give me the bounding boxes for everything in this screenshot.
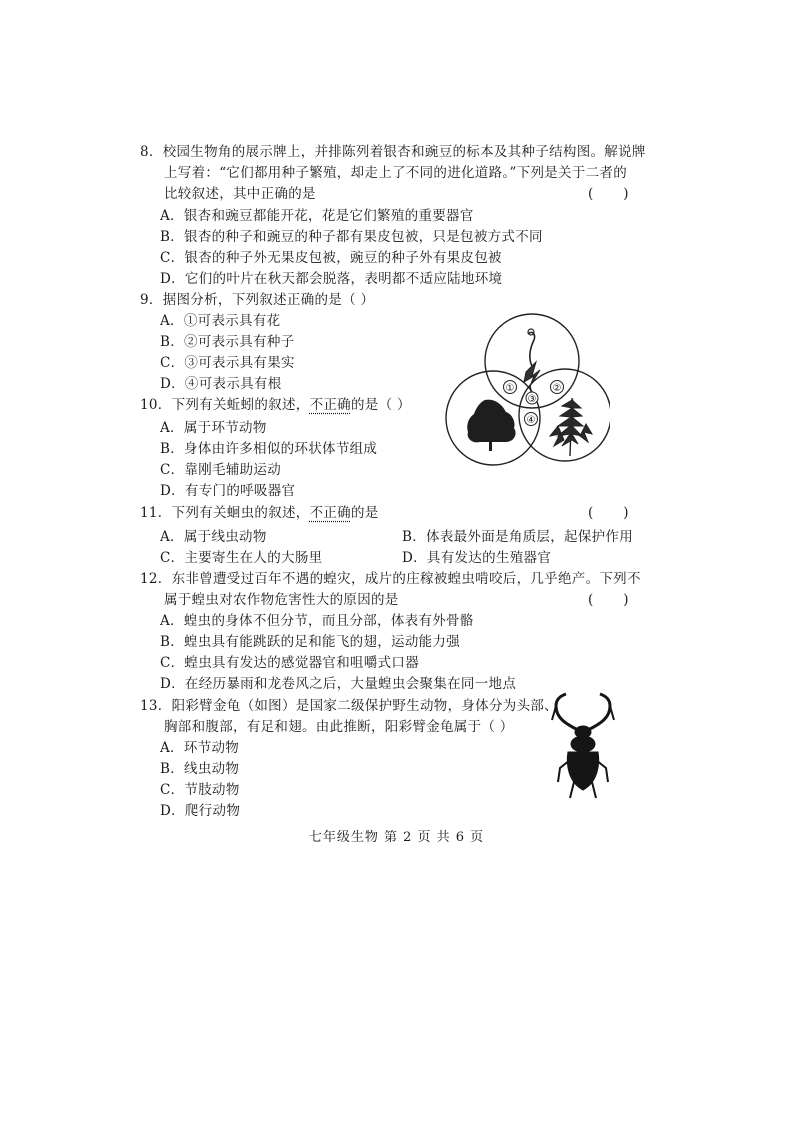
q8-stem-line1: 8．校园生物角的展示牌上，并排陈列着银杏和豌豆的标本及其种子结构图。解说牌 bbox=[140, 144, 646, 160]
q12-option-b: B．蝗虫具有能跳跃的足和能飞的翅，运动能力强 bbox=[160, 634, 461, 650]
q12-answer-paren: ( ) bbox=[588, 592, 629, 608]
q9-option-d: D．④可表示具有根 bbox=[160, 376, 282, 392]
q13-option-a: A．环节动物 bbox=[160, 740, 240, 756]
q12-option-c: C．蝗虫具有发达的感觉器官和咀嚼式口器 bbox=[160, 655, 420, 671]
q13-option-c: C．节肢动物 bbox=[160, 782, 240, 798]
q9-option-a: A．①可表示具有花 bbox=[160, 313, 281, 329]
q10-option-b: B．身体由许多相似的环状体节组成 bbox=[160, 441, 378, 457]
venn-label-3 bbox=[526, 392, 538, 405]
q13-stem-line2: 胸部和腹部，有足和翅。由此推断，阳彩臂金龟属于（ ） bbox=[164, 719, 514, 735]
q9-option-b: B．②可表示具有种子 bbox=[160, 334, 295, 350]
q11-stem-post: 的是 bbox=[350, 505, 379, 521]
q8-stem-line3: 比较叙述，其中正确的是 bbox=[164, 186, 316, 202]
q8-option-c: C．银杏的种子外无果皮包被，豌豆的种子外有果皮包被 bbox=[160, 250, 502, 266]
svg-text:④: ④ bbox=[526, 415, 536, 426]
q11-option-c: C．主要寄生在人的大肠里 bbox=[160, 550, 323, 566]
q10-option-d: D．有专门的呼吸器官 bbox=[160, 483, 296, 499]
venn-label-4 bbox=[525, 413, 538, 427]
svg-text:①: ① bbox=[505, 383, 515, 394]
page-footer: 七年级生物 第 2 页 共 6 页 bbox=[308, 830, 485, 845]
q10-stem-pre: 10．下列有关蚯蚓的叙述， bbox=[140, 397, 310, 413]
tree-icon bbox=[467, 400, 515, 451]
q12-stem-line2: 属于蝗虫对农作物危害性大的原因的是 bbox=[164, 592, 399, 608]
q10-stem-post: 的是（ ） bbox=[350, 397, 411, 413]
q11-option-d: D．具有发达的生殖器官 bbox=[402, 550, 552, 566]
q13-option-d: D．爬行动物 bbox=[160, 803, 241, 819]
q8-option-d: D．它们的叶片在秋天都会脱落，表明都不适应陆地环境 bbox=[160, 271, 503, 287]
svg-text:②: ② bbox=[552, 383, 562, 394]
q12-option-d: D．在经历暴雨和龙卷风之后，大量蝗虫会聚集在同一地点 bbox=[160, 676, 517, 692]
q13-stem-line1: 13．阳彩臂金龟（如图）是国家二级保护野生动物，身体分为头部、 bbox=[140, 698, 558, 714]
q11-stem bbox=[140, 504, 379, 522]
q12-option-a: A．蝗虫的身体不但分节，而且分部，体表有外骨骼 bbox=[160, 613, 474, 629]
fern-icon bbox=[550, 398, 592, 456]
q10-option-c: C．靠刚毛辅助运动 bbox=[160, 462, 282, 478]
beetle-image bbox=[548, 690, 618, 805]
q8-stem-line2: 上写着：“它们都用种子繁殖，却走上了不同的进化道路。”下列是关于二者的 bbox=[164, 165, 628, 181]
q8-option-b: B．银杏的种子和豌豆的种子都有果皮包被，只是包被方式不同 bbox=[160, 229, 543, 245]
venn-label-1 bbox=[504, 381, 517, 395]
q9-stem: 9．据图分析，下列叙述正确的是（ ） bbox=[140, 292, 375, 308]
q10-option-a: A．属于环节动物 bbox=[160, 420, 267, 436]
q13-option-b: B．线虫动物 bbox=[160, 761, 240, 777]
venn-label-2 bbox=[551, 381, 564, 395]
q12-stem-line1: 12．东非曾遭受过百年不遇的蝗灾，成片的庄稼被蝗虫啃咬后，几乎绝产。下列不 bbox=[140, 571, 641, 587]
q10-stem bbox=[140, 396, 411, 414]
q11-option-a: A．属于线虫动物 bbox=[160, 529, 267, 545]
q11-answer-paren: ( ) bbox=[588, 505, 629, 521]
q10-stem-emph: 不正确 bbox=[309, 397, 351, 413]
venn-diagram bbox=[440, 306, 610, 468]
q8-answer-paren: ( ) bbox=[588, 186, 629, 202]
q9-option-c: C．③可表示具有果实 bbox=[160, 355, 295, 371]
svg-text:③: ③ bbox=[527, 394, 537, 405]
q8-option-a: A．银杏和豌豆都能开花，花是它们繁殖的重要器官 bbox=[160, 208, 474, 224]
q11-stem-emph: 不正确 bbox=[309, 505, 351, 521]
moss-icon bbox=[524, 329, 540, 396]
q11-option-b: B．体表最外面是角质层，起保护作用 bbox=[402, 529, 634, 545]
q11-stem-pre: 11．下列有关蛔虫的叙述， bbox=[140, 505, 310, 521]
